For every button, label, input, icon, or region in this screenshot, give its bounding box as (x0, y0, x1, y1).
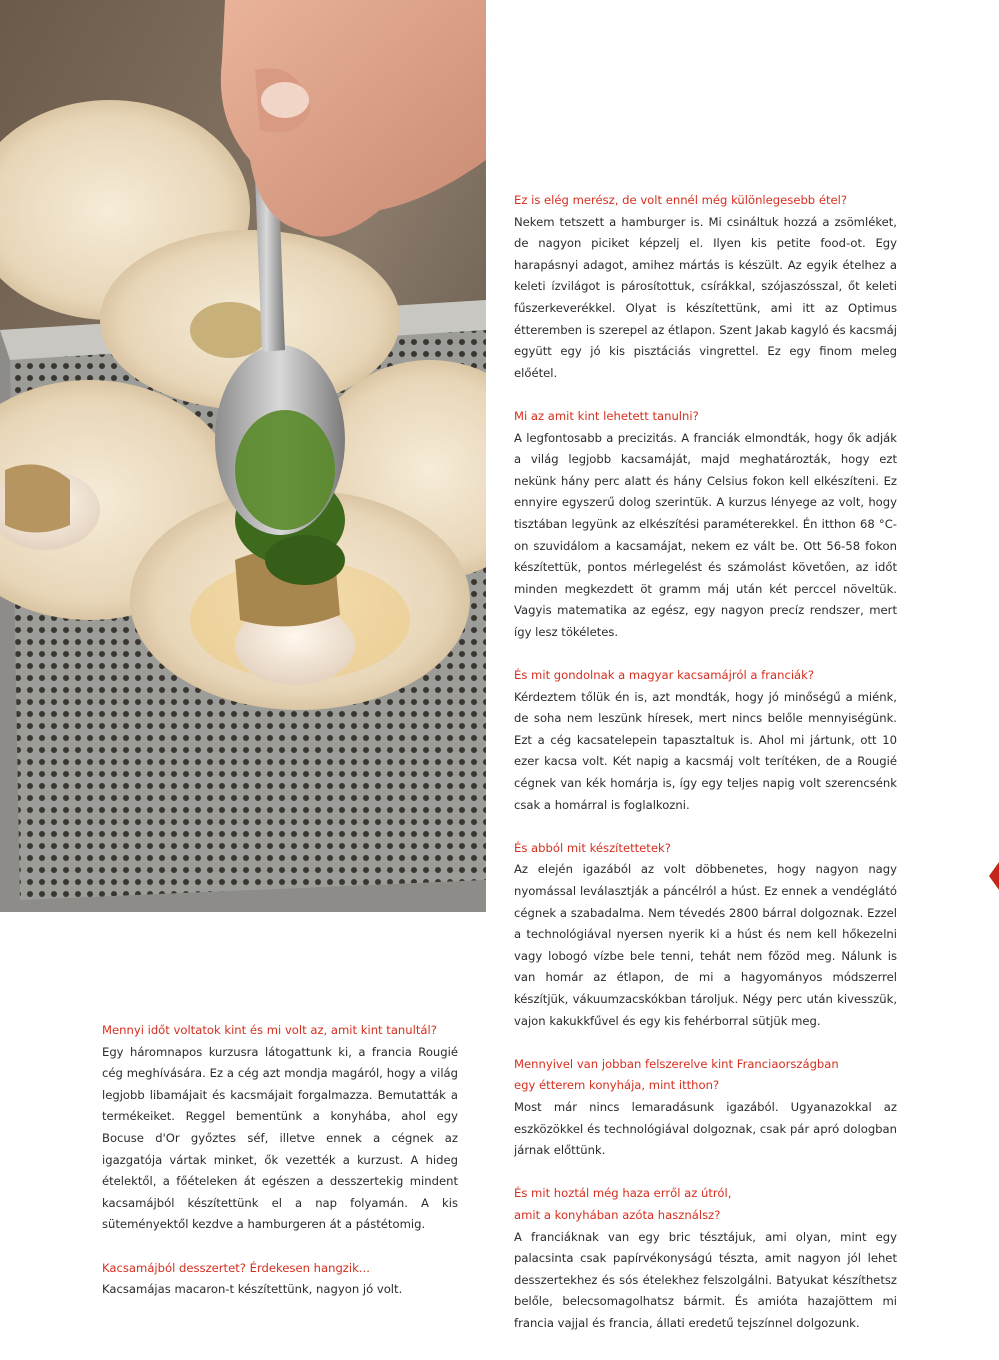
question-line: Mennyivel van jobban felszerelve kint Franciaországban (514, 1056, 839, 1071)
interview-answer: Kérdeztem tőlük én is, azt mondták, hogy jó minőségű a miénk, de soha nem leszünk híresek, mert nincs belőle mennyiségünk. Ezt a cég kacsatelepein tapasztaltuk is. Ahol mi jártunk, ott 10 ezer kacsa volt. Két napig a kacsmáj volt terítéken, de a Rougié cégnek van kék homárja is, így egy teljes napig volt szerencsénk csak a homárral is foglalkozni. (514, 689, 897, 812)
interview-question: Kacsamájból desszertet? Érdekesen hangzik... (102, 1260, 370, 1275)
interview-question (514, 838, 897, 860)
interview-answer: Most már nincs lemaradásunk igazából. Ugyanazokkal az eszközökkel és technológiával dolgoznak, csak pár apró dologban járnak előttünk. (514, 1099, 897, 1158)
question-line: amit a konyhában azóta használsz? (514, 1207, 721, 1222)
question-line: Ez is elég merész, de volt ennél még különlegesebb étel? (514, 193, 848, 207)
interview-answer: Egy háromnapos kurzusra látogattunk ki, a francia Rougié cég meghívására. Ez a cég azt mondja magáról, hogy a világ legjobb libamájait és kacsmájait forgalmazza. Bemutatták a termékeiket. Reggel bementünk a konyhába, ahol egy Bocuse d'Or győztes séf, illetve ennek a cégnek az igazgatója vártak minket, ők vezették a kurzust. A hideg ételektől, a főételeken át egészen a desszertekig mindent kacsamájból készítettünk el a nap folyamán. A kis süteményektől kezdve a hamburgeren át a pástétomig. (102, 1044, 458, 1232)
interview-answer: A legfontosabb a precizitás. A franciák elmondták, hogy ők adják a világ legjobb kacsamáját, majd meghatározták, hogy ezt nekünk hány perc alatt és hány Celsius fokon kell elkészíteni. Ez ennyire egyszerű dolog szerintük. A kurzus lényege az volt, hogy tisztában legyünk az elkészítési paraméterekkel. Én itthon 68 °C-on szuvidálom a kacsamájat, nekem ez vált be. Ott 56-58 fokon készítettük, pontos mérlegelést és számolást követően, az időt minden megkezdett öt gramm máj után két perccel növeltük. Vagyis matematika az egész, egy nagyon precíz rendszer, mert így lesz tökéletes. (514, 430, 897, 639)
interview-answer: Az elején igazából az volt döbbenetes, hogy nagyon nagy nyomással leválasztják a páncélról a húst. Ez ennek a vendéglátó cégnek a szabadalma. Nem tévedés 2800 bárral dolgoznak. Ezzel a technológiával nyersen nyerik ki a húst és nem kell hőkezelni vagy lobogó vízbe bele tenni, tehát nem főzöd meg. Nálunk is van homár az étlapon, de mi a hagyományos módszerrel készítjük, vákuumzacskókban tároljuk. Négy perc után kivesszük, vajon kakukkfűvel és egy kis fehérborral sütjük meg. (514, 862, 897, 1028)
interview-section (514, 1183, 897, 1334)
interview-section (514, 1054, 897, 1162)
question-line: És mit gondolnak a magyar kacsamájról a franciák? (514, 668, 815, 683)
question-line: És abból mit készítettetek? (514, 840, 671, 855)
question-line: És mit hoztál még haza erről az útról, (514, 1186, 732, 1201)
interview-question (514, 665, 897, 687)
right-text-column (514, 190, 897, 1356)
interview-question (514, 1054, 897, 1097)
interview-question (514, 190, 897, 212)
interview-section (514, 665, 897, 816)
interview-section (102, 1020, 458, 1236)
interview-section (514, 406, 897, 644)
interview-question (514, 1183, 897, 1226)
interview-question (514, 406, 897, 428)
question-line: egy étterem konyhája, mint itthon? (514, 1078, 720, 1093)
interview-section (514, 838, 897, 1032)
interview-question: Mennyi időt voltatok kint és mi volt az, amit kint tanultál? (102, 1023, 437, 1037)
food-photo (0, 0, 486, 912)
interview-section (102, 1258, 458, 1301)
interview-answer: A franciáknak van egy bric tésztájuk, ami olyan, mint egy palacsinta csak papírvékonyságú tészta, amit nagyon jól lehet desszertekhez és sós ételekhez felszolgálni. Batyukat készíthetsz belőle, belecsomagolhatsz bármit. És amióta hazajöttem mi francia vajjal és francia, állati eredetű tejszínnel dolgozunk. (514, 1229, 897, 1330)
page-edge-marker (989, 862, 999, 890)
question-line: Mi az amit kint lehetett tanulni? (514, 408, 699, 423)
food-photo-illustration (0, 0, 486, 912)
interview-answer: Nekem tetszett a hamburger is. Mi csináltuk hozzá a zsömléket, de nagyon piciket képzelj el. Ilyen kis petite food-ot. Egy harapásnyi adagot, amihez mártás is készült. Az egyik ételhez a keleti ízvilágot is párosítottuk, csírákkal, szójaszósszal, őt keleti fűszerkeverékkel. Olyat is készítettünk, ami itt az Optimus étteremben is szerepel az étlapon. Szent Jakab kagyló és kacsmáj együtt egy jó kis pisztáciás vingrettel. Ez egy finom meleg előétel. (514, 214, 897, 380)
left-text-column (102, 1020, 458, 1322)
interview-answer: Kacsamájas macaron-t készítettünk, nagyon jó volt. (102, 1282, 403, 1297)
interview-section (514, 190, 897, 384)
